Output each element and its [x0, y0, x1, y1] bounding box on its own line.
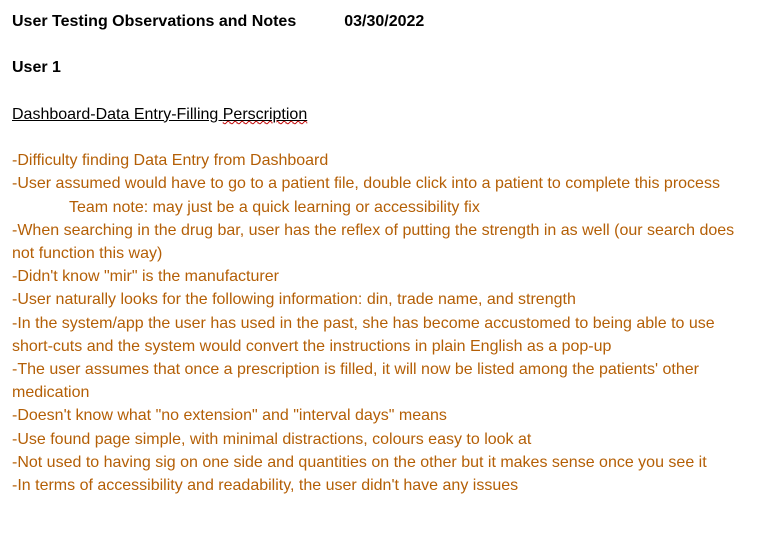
- note-item: -Use found page simple, with minimal distractions, colours easy to look at: [12, 430, 532, 448]
- note-item: -In the system/app the user has used in the past, she has become accustomed to being able to use short-cuts and the system would convert the instructions in plain English as a pop-up: [12, 314, 715, 355]
- note-item: -Didn't know "mir" is the manufacturer: [12, 268, 279, 286]
- team-note: Team note: may just be a quick learning or accessibility fix: [69, 198, 480, 216]
- document-title: User Testing Observations and Notes: [12, 13, 297, 30]
- note-item: -When searching in the drug bar, user has the reflex of putting the strength in as well (our search does not function this way): [12, 221, 735, 262]
- section-heading: [12, 103, 756, 126]
- note-item: -User naturally looks for the following information: din, trade name, and strength: [12, 291, 576, 309]
- note-item: -Not used to having sig on one side and quantities on the other but it makes sense once you see it: [12, 453, 707, 471]
- observation-notes: [12, 149, 756, 497]
- note-item: -The user assumes that once a prescription is filled, it will now be listed among the patients' other medication: [12, 361, 699, 402]
- section-heading-misspelled-word: Perscription: [222, 105, 308, 123]
- user-heading: User 1: [12, 59, 61, 77]
- note-item: -In terms of accessibility and readability, the user didn't have any issues: [12, 477, 519, 495]
- note-item: -User assumed would have to go to a patient file, double click into a patient to complete this process: [12, 175, 720, 193]
- document-date: 03/30/2022: [344, 13, 425, 30]
- note-item: -Difficulty finding Data Entry from Dashboard: [12, 152, 329, 170]
- document-title-row: [12, 10, 756, 33]
- note-item: -Doesn't know what "no extension" and "interval days" means: [12, 407, 447, 425]
- section-heading-text: Dashboard-Data Entry-Filling: [12, 105, 223, 123]
